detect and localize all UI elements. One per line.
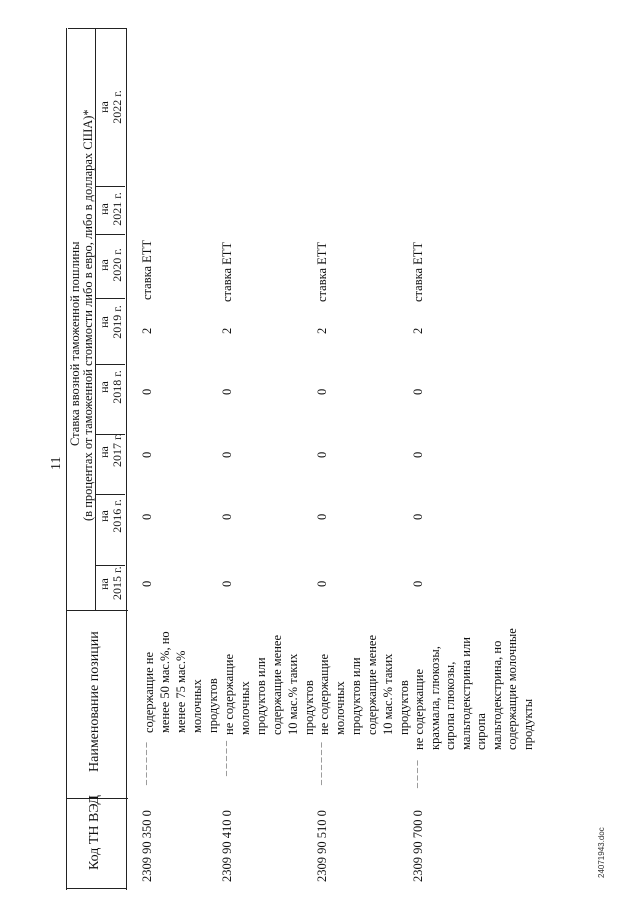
row-name: содержащие не менее 50 мас.%, но менее 75 мас.% молочных продуктов — [142, 631, 220, 733]
page-number: 11 — [49, 456, 64, 470]
rate-ett: ставка ЕТТ — [315, 241, 329, 302]
row-dashes: – – – – – — [221, 741, 232, 776]
year-divider-5 — [95, 298, 125, 299]
row-code: 2309 90 510 0 — [315, 810, 329, 882]
rate-2019: 2 — [220, 327, 234, 334]
rate-2016: 0 — [140, 513, 154, 520]
rate-2018: 0 — [140, 388, 154, 395]
year-header-2018: на 2018 г. — [97, 370, 124, 404]
rate-2017: 0 — [220, 451, 234, 458]
table-line-name-rates — [66, 610, 128, 611]
header-rate-subtitle: (в процентах от таможенной стоимости либо в евро, либо в долларах США)* — [81, 109, 95, 521]
row-name: не содержащие молочных продуктов или содержащие менее 10 мас.% таких продуктов — [317, 634, 411, 735]
rate-2015: 0 — [140, 580, 154, 587]
rate-2015: 0 — [411, 580, 425, 587]
row-code: 2309 90 700 0 — [411, 810, 425, 882]
row-dashes: – – – – — [412, 760, 423, 788]
table-line-header-left — [66, 28, 67, 890]
rate-2019: 2 — [315, 327, 329, 334]
rate-2016: 0 — [411, 513, 425, 520]
table-line-header-bottom — [66, 888, 126, 889]
rate-ett: ставка ЕТТ — [220, 241, 234, 302]
row-code: 2309 90 350 0 — [140, 810, 154, 882]
rate-2018: 0 — [315, 388, 329, 395]
table-line-left-edge — [68, 28, 126, 29]
row-dashes: – – – – – – — [141, 742, 152, 785]
year-header-2019: на 2019 г. — [97, 305, 124, 339]
header-rate-title: Ставка ввозной таможенной пошлины — [68, 241, 82, 446]
year-header-2021: на 2021 г. — [97, 192, 124, 226]
year-divider-6 — [95, 234, 125, 235]
table-line-header-right — [126, 28, 127, 890]
rate-ett: ставка ЕТТ — [140, 239, 154, 300]
year-header-2017: на 2017 г. — [97, 433, 124, 467]
table-line-rate-title-bottom — [95, 28, 96, 610]
year-header-2016: на 2016 г. — [97, 499, 124, 533]
row-name: не содержащие крахмала, глюкозы, сиропа глюкозы, мальтодекстрина или сиропа мальтодекстрина, но содержащие молочные продукты — [412, 628, 535, 750]
row-dashes: – – – – – – — [316, 742, 327, 785]
year-divider-4 — [95, 364, 125, 365]
year-divider-7 — [95, 186, 125, 187]
header-code: Код ТН ВЭД — [87, 795, 102, 870]
header-name: Наименование позиции — [87, 631, 102, 772]
rate-2015: 0 — [220, 580, 234, 587]
year-divider-2 — [95, 494, 125, 495]
document-id: 24071943.doc — [597, 827, 606, 878]
year-header-2015: на 2015 г. — [97, 566, 124, 600]
rate-ett: ставка ЕТТ — [411, 241, 425, 302]
rate-2016: 0 — [315, 513, 329, 520]
row-name: не содержащие молочных продуктов или содержащие менее 10 мас.% таких продуктов — [222, 634, 316, 735]
rate-2018: 0 — [411, 388, 425, 395]
rate-2017: 0 — [315, 451, 329, 458]
rate-2017: 0 — [411, 451, 425, 458]
rate-2017: 0 — [140, 451, 154, 458]
rate-2016: 0 — [220, 513, 234, 520]
rate-2019: 2 — [140, 327, 154, 334]
row-code: 2309 90 410 0 — [220, 810, 234, 882]
rate-2018: 0 — [220, 388, 234, 395]
rate-2015: 0 — [315, 580, 329, 587]
rate-2019: 2 — [411, 327, 425, 334]
year-header-2020: на 2020 г. — [97, 248, 124, 282]
year-header-2022: на 2022 г. — [97, 90, 124, 124]
